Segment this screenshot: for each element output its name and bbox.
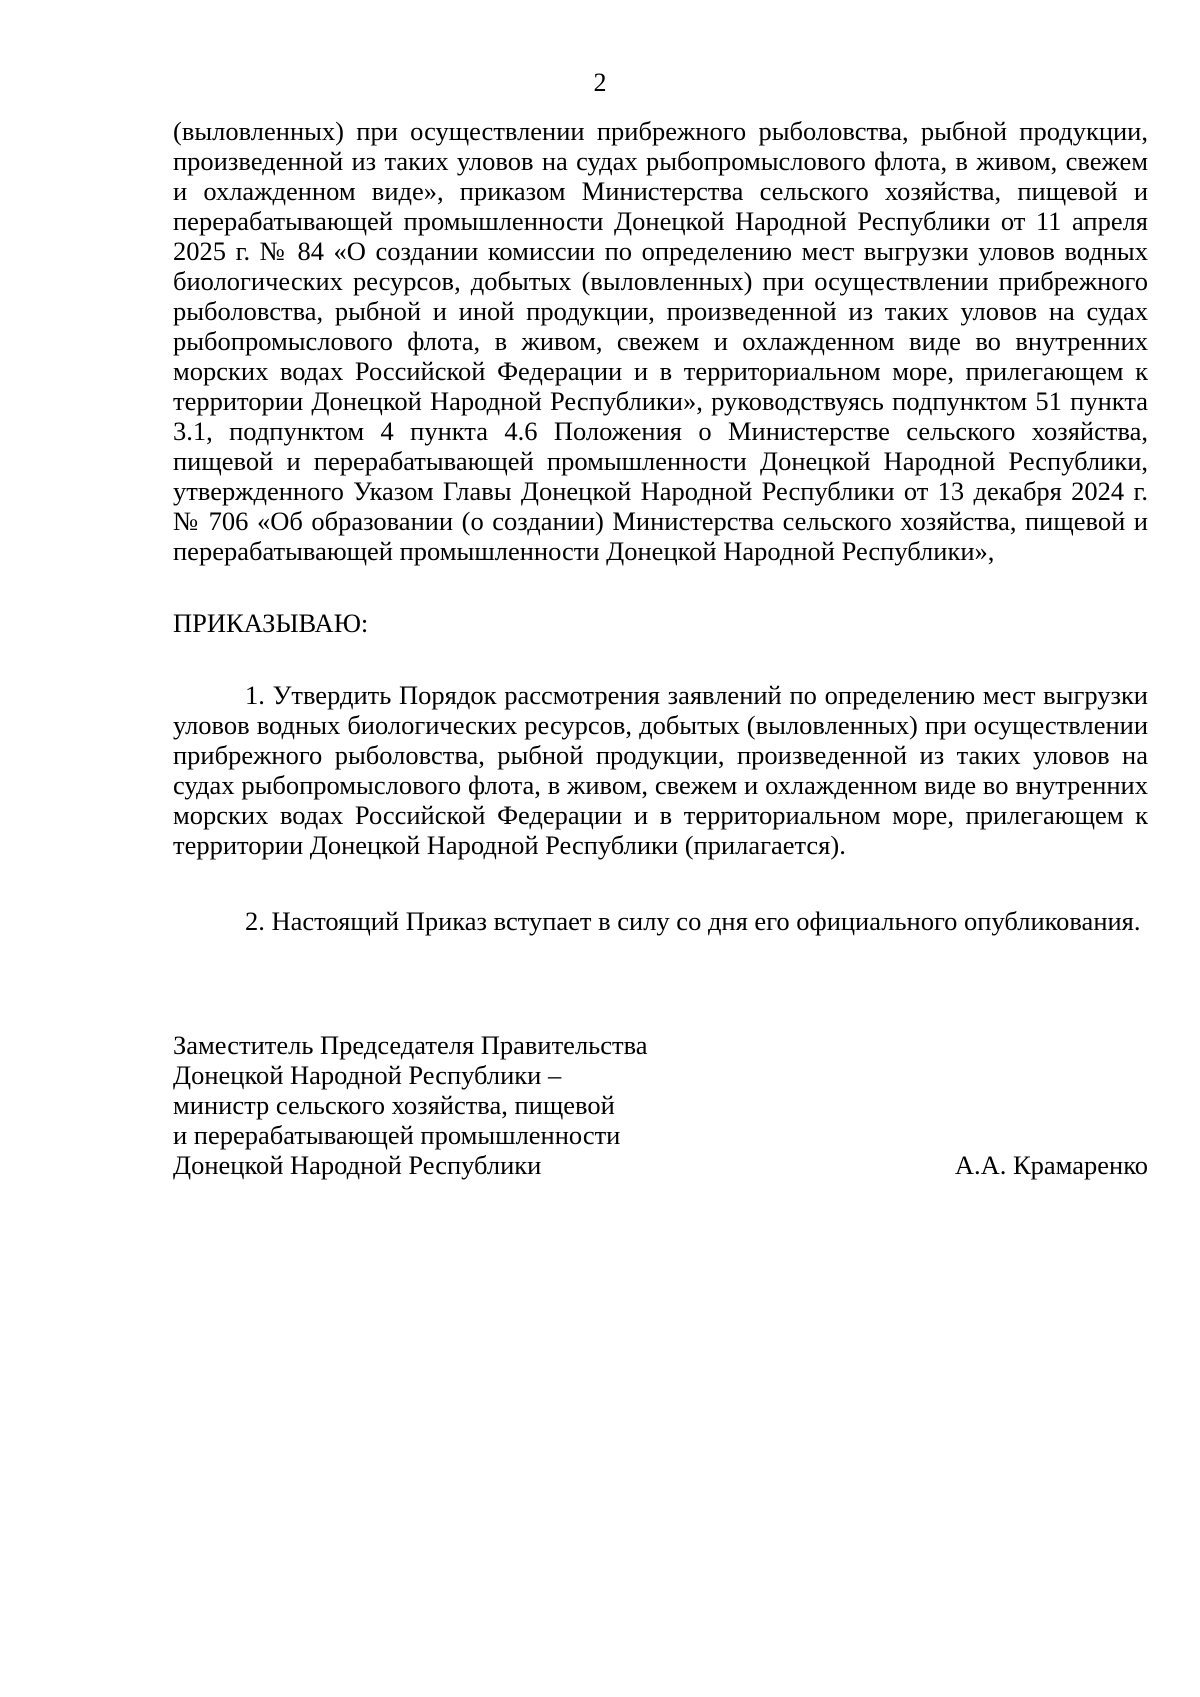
intro-paragraph: (выловленных) при осуществлении прибрежного рыболовства, рыбной продукции, произведенной из таких уловов на судах рыбопромыслового флота, в живом, свежем и охлажденном виде», приказом Министерства сельского хозяйства, пищевой и перерабатывающей промышленности Донецкой Народной Республики от 11 апреля 2025 г. № 84 «О создании комиссии по определению мест выгрузки уловов водных биологических ресурсов, добытых (выловленных) при осуществлении прибрежного рыболовства, рыбной и иной продукции, произведенной из таких уловов на судах рыбопромыслового флота, в живом, свежем и охлажденном виде во внутренних морских водах Российской Федерации и в территориальном море, прилегающем к территории Донецкой Народной Республики», руководствуясь подпунктом 51 пункта 3.1, подпунктом 4 пункта 4.6 Положения о Министерстве сельского хозяйства, пищевой и перерабатывающей промышленности Донецкой Народной Республики, утвержденного Указом Главы Донецкой Народной Республики от 13 декабря 2024 г. № 706 «Об образовании (о создании) Министерства сельского хозяйства, пищевой и перерабатывающей промышленности Донецкой Народной Республики»,: [173, 116, 1148, 566]
signer-position-line: и перерабатывающей промышленности: [173, 1120, 621, 1150]
signer-position-line: Донецкой Народной Республики: [173, 1150, 542, 1180]
signer-position-line: министр сельского хозяйства, пищевой: [173, 1090, 615, 1120]
order-heading: ПРИКАЗЫВАЮ:: [173, 608, 369, 638]
signer-position-line: Заместитель Председателя Правительства: [173, 1030, 648, 1060]
order-item-1: 1. Утвердить Порядок рассмотрения заявлений по определению мест выгрузки уловов водных биологических ресурсов, добытых (выловленных) при осуществлении прибрежного рыболовства, рыбной продукции, произведенной из таких уловов на судах рыбопромыслового флота, в живом, свежем и охлажденном виде во внутренних морских водах Российской Федерации и в территориальном море, прилегающем к территории Донецкой Народной Республики (прилагается).: [173, 680, 1148, 860]
signature-block: [173, 1030, 1148, 1180]
page-number: 2: [593, 68, 607, 97]
signer-position-line: Донецкой Народной Республики –: [173, 1060, 562, 1090]
order-item-2: 2. Настоящий Приказ вступает в силу со дня его официального опубликования.: [245, 906, 1141, 936]
signer-name: А.А. Крамаренко: [954, 1150, 1148, 1180]
document-body: [173, 116, 1148, 1180]
